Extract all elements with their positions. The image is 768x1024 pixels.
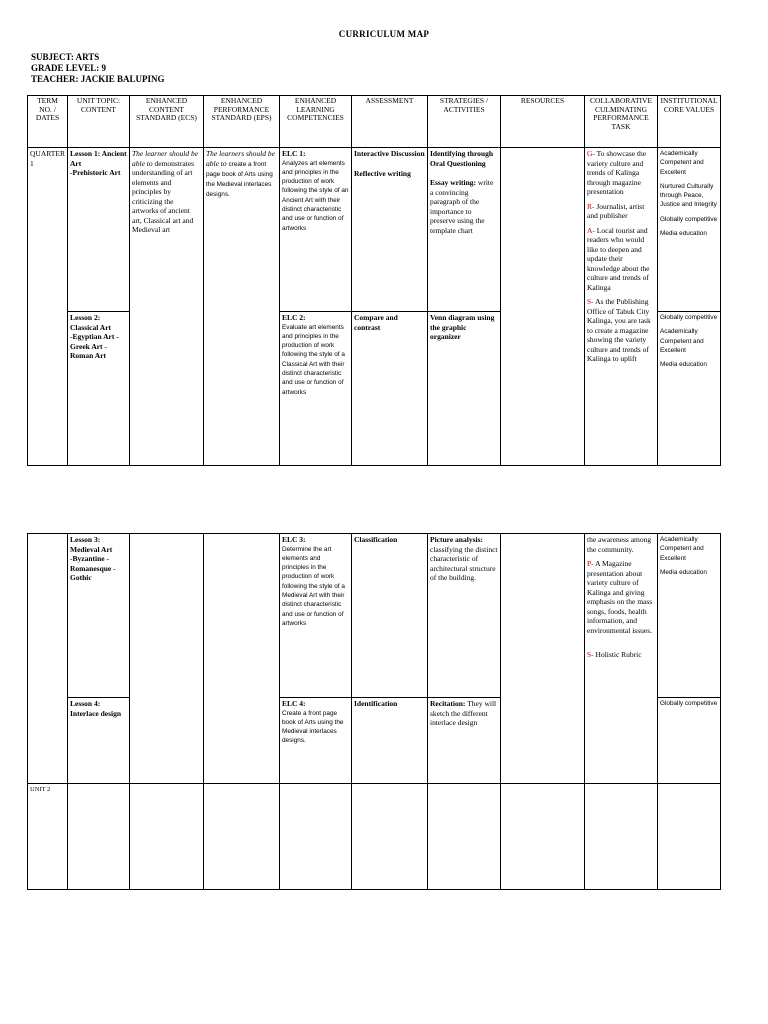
elc-cell bbox=[280, 312, 352, 466]
resources-cell bbox=[501, 784, 585, 890]
collab-cell bbox=[585, 148, 658, 466]
strategy-1: classifying the distinct characteristic of architectural structure of the building. bbox=[430, 544, 498, 582]
table-row bbox=[28, 534, 721, 698]
strategy-cell bbox=[428, 698, 501, 784]
ecs-lead: The learner should be able to bbox=[132, 149, 199, 168]
collab-cell bbox=[585, 784, 658, 890]
ecs-cell bbox=[130, 784, 204, 890]
a-text: Local tourist and readers who would like to deepen and update their knowledge about the culture and trends of Kalinga bbox=[587, 225, 650, 292]
header-eps: ENHANCED PERFORMANCE STANDARD (EPS) bbox=[204, 96, 280, 148]
elc-text: Evaluate art elements and principles in the production of work following the style of a Classical Art with their distinct characteristic and use or function of artworks bbox=[282, 323, 345, 396]
strategy-cell bbox=[428, 534, 501, 698]
strategy-1-label: Recitation: bbox=[430, 699, 466, 708]
lesson-sub: -Byzantine - Romanesque - Gothic bbox=[70, 554, 116, 582]
p-text: A Magazine presentation about variety culture of Kalinga and giving emphasis on the mass songs, foods, health information, and environmental issues. bbox=[587, 559, 653, 635]
strategy-1: Identifying through Oral Questioning bbox=[430, 149, 494, 168]
s2-label: S- bbox=[587, 650, 594, 659]
elc-label: ELC 3: bbox=[282, 535, 306, 544]
elc-text: Create a front page book of Arts using the Medieval interlaces designs. bbox=[282, 709, 344, 745]
value-item: Media education bbox=[660, 361, 707, 369]
header-unit: UNIT TOPIC: CONTENT bbox=[68, 96, 130, 148]
collab-cell bbox=[585, 534, 658, 784]
ecs-cell bbox=[130, 148, 204, 466]
lesson-title: Lesson 1: Ancient Art bbox=[70, 149, 127, 168]
eps-lead: The learners should be able to bbox=[206, 149, 275, 168]
page-title: CURRICULUM MAP bbox=[338, 29, 430, 39]
s-text: As the Publishing Office of Tabuk City Kalinga, you are task to create a magazine showing the variety culture and trends of Kalinga to uplift bbox=[587, 297, 651, 363]
header-resources: RESOURCES bbox=[501, 96, 585, 148]
value-item: Media education bbox=[660, 568, 707, 576]
ecs-body: demonstrates understanding of art elements and principles by criticizing the artworks of ancient art, Classical art and Medieval art bbox=[132, 158, 195, 234]
strategy-2-label: Essay writing: bbox=[430, 178, 477, 187]
value-item: Globally competitive bbox=[660, 314, 718, 321]
table-row bbox=[28, 784, 721, 890]
strategy-cell bbox=[428, 312, 501, 466]
r-text: Journalist, artist and publisher bbox=[587, 201, 645, 220]
s-label: S- bbox=[587, 297, 594, 306]
strategy-1: Venn diagram using the graphic organizer bbox=[430, 313, 495, 341]
lesson-title: Lesson 3: Medieval Art bbox=[70, 535, 113, 554]
p-label: P- bbox=[587, 559, 594, 568]
curriculum-table-page2 bbox=[27, 533, 721, 890]
s-continued: the awareness among the community. bbox=[587, 535, 652, 554]
a-label: A- bbox=[587, 225, 595, 235]
elc-text: Analyzes art elements and principles in the production of work following the style of an Ancient Art with their distinct characteristic and use or function of artworks bbox=[282, 159, 349, 232]
lesson-cell bbox=[68, 148, 130, 312]
header-term: TERM NO. / DATES bbox=[28, 96, 68, 148]
value-item: Globally competitive bbox=[660, 700, 718, 707]
value-item: Nurtured Culturally through Peace, Justice and Integrity bbox=[660, 182, 717, 209]
strategy-1-label: Picture analysis: bbox=[430, 535, 483, 544]
strategy-2: write a convincing paragraph of the importance to preserve using the template chart bbox=[430, 178, 494, 235]
elc-label: ELC 4: bbox=[282, 699, 306, 708]
elc-cell bbox=[280, 148, 352, 312]
lesson-title: Lesson 2: Classical Art bbox=[70, 313, 112, 332]
header-values: INSTITUTIONAL CORE VALUES bbox=[658, 96, 721, 148]
header-strategies: STRATEGIES / ACTIVITIES bbox=[428, 96, 501, 148]
elc-cell bbox=[280, 784, 352, 890]
curriculum-table-page1 bbox=[27, 95, 721, 466]
assessment-1: Compare and contrast bbox=[354, 313, 398, 332]
assessment-cell bbox=[352, 534, 428, 698]
header-row bbox=[28, 96, 721, 148]
eps-cell bbox=[204, 784, 280, 890]
value-item: Media education bbox=[660, 230, 707, 238]
value-item: Globally competitive bbox=[660, 215, 718, 223]
term-cell: QUARTER 1 bbox=[28, 148, 68, 466]
term-cell bbox=[28, 534, 68, 784]
lesson-cell bbox=[68, 698, 130, 784]
elc-label: ELC 2: bbox=[282, 313, 306, 322]
ecs-cell bbox=[130, 534, 204, 784]
assessment-cell bbox=[352, 148, 428, 312]
assessment-cell bbox=[352, 784, 428, 890]
elc-cell bbox=[280, 534, 352, 698]
term-cell: UNIT 2 bbox=[28, 784, 68, 890]
values-cell bbox=[658, 148, 721, 312]
assessment-1: Interactive Discussion bbox=[354, 149, 425, 158]
document-meta bbox=[31, 52, 165, 85]
values-cell bbox=[658, 534, 721, 698]
lesson-sub: -Egyptian Art -Greek Art -Roman Art bbox=[70, 332, 119, 360]
elc-cell bbox=[280, 698, 352, 784]
lesson-cell bbox=[68, 784, 130, 890]
assessment-1: Identification bbox=[354, 699, 398, 708]
lesson-cell bbox=[68, 534, 130, 698]
grade-line: GRADE LEVEL: 9 bbox=[31, 63, 107, 73]
resources-cell bbox=[501, 534, 585, 784]
eps-body: create a front page book of Arts using the Medieval interlaces designs. bbox=[206, 160, 273, 199]
eps-cell bbox=[204, 148, 280, 466]
assessment-cell bbox=[352, 312, 428, 466]
assessment-cell bbox=[352, 698, 428, 784]
subject-line: SUBJECT: ARTS bbox=[31, 52, 100, 62]
lesson-title: Lesson 4: Interlace design bbox=[70, 699, 122, 718]
lesson-cell bbox=[68, 312, 130, 466]
header-ecs: ENHANCED CONTENT STANDARD (ECS) bbox=[130, 96, 204, 148]
assessment-2: Reflective writing bbox=[354, 168, 411, 178]
resources-cell bbox=[501, 148, 585, 466]
eps-cell bbox=[204, 534, 280, 784]
table-row bbox=[28, 148, 721, 312]
r-label: R- bbox=[587, 201, 595, 211]
value-item: Academically Competent and Excellent bbox=[660, 536, 704, 562]
values-cell bbox=[658, 698, 721, 784]
elc-text: Determine the art elements and principles in the production of work following the style of a Medieval Art with their distinct characteristic and use or function of artworks bbox=[282, 545, 345, 627]
strategy-1: They will sketch the different interlace design bbox=[430, 699, 497, 727]
header-assessment: ASSESSMENT bbox=[352, 96, 428, 148]
g-label: G- bbox=[587, 149, 595, 158]
values-cell bbox=[658, 312, 721, 466]
values-cell bbox=[658, 784, 721, 890]
strategy-cell bbox=[428, 148, 501, 312]
header-elc: ENHANCED LEARNING COMPETENCIES bbox=[280, 96, 352, 148]
elc-label: ELC 1: bbox=[282, 149, 306, 158]
teacher-line: TEACHER: JACKIE BALUPING bbox=[31, 74, 165, 84]
strategy-cell bbox=[428, 784, 501, 890]
s2-text: Holistic Rubric bbox=[595, 650, 642, 659]
assessment-1: Classification bbox=[354, 535, 398, 544]
header-collab: COLLABORATIVE CULMINATING PERFORMANCE TASK bbox=[585, 96, 658, 148]
lesson-sub: -Prehistoric Art bbox=[70, 168, 121, 177]
value-item: Academically Competent and Excellent bbox=[660, 150, 704, 176]
g-text: To showcase the variety culture and trends of Kalinga through magazine presentation bbox=[587, 149, 647, 196]
value-item: Academically Competent and Excellent bbox=[660, 328, 704, 354]
